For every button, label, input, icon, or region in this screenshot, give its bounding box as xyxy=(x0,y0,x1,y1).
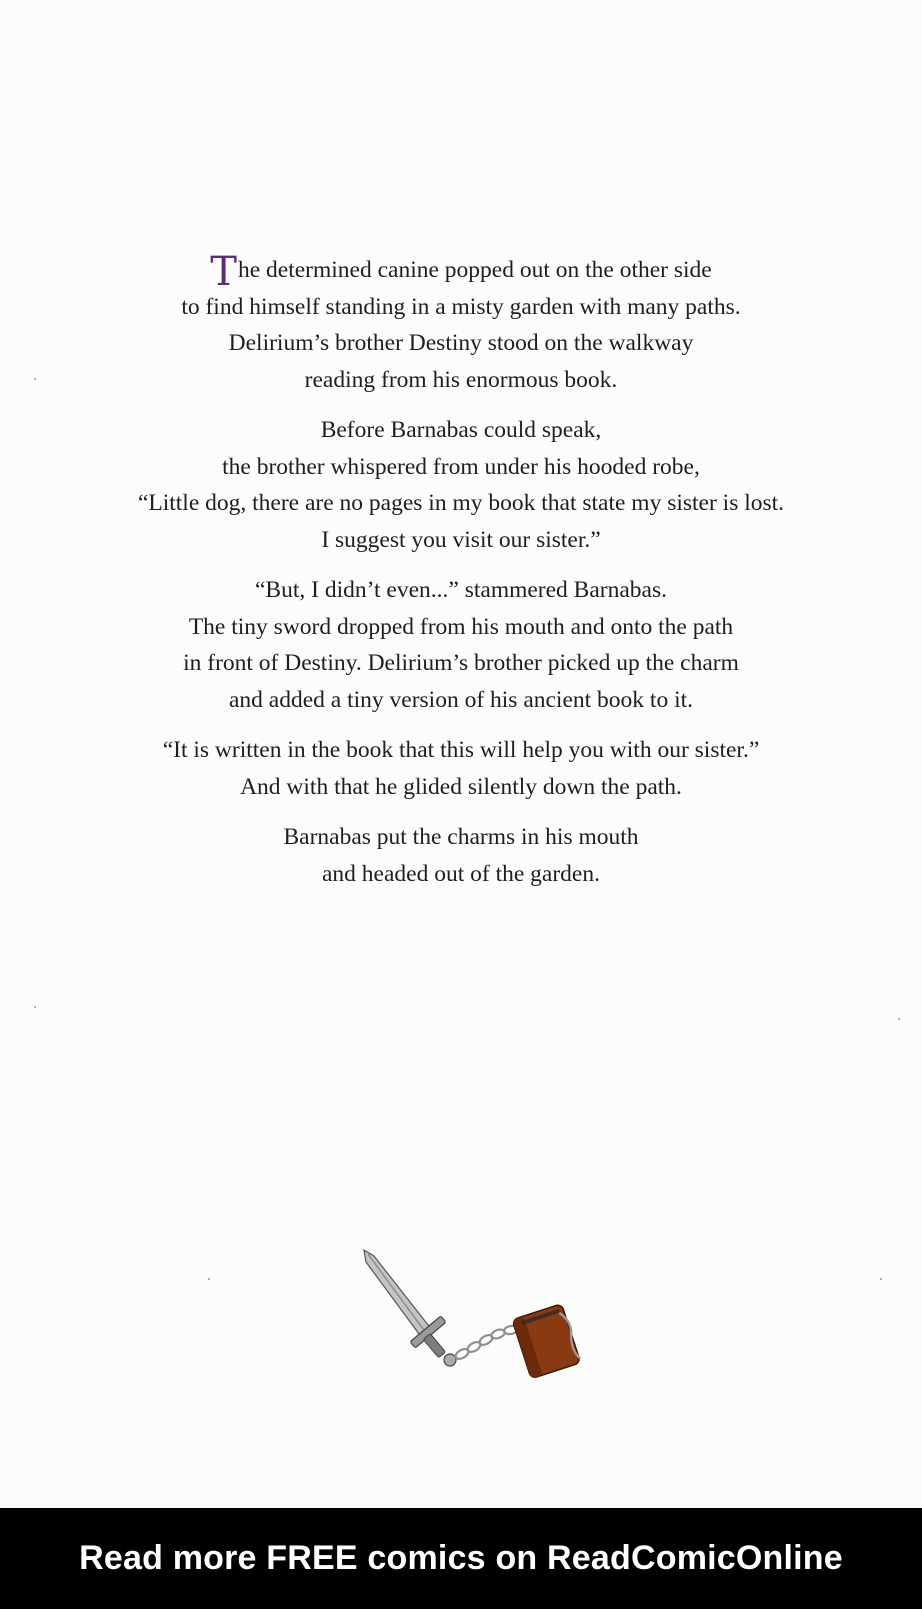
paper-speck xyxy=(880,1278,882,1280)
sword-and-book-charm-icon xyxy=(362,1248,612,1398)
paragraph-2 xyxy=(40,412,882,558)
paragraph-1 xyxy=(40,249,882,398)
promo-banner[interactable] xyxy=(0,1508,922,1609)
story-line: and added a tiny version of his ancient book to it. xyxy=(228,686,694,713)
story-line: “But, I didn’t even...” stammered Barnabas. xyxy=(255,577,667,603)
story-line: reading from his enormous book. xyxy=(304,366,618,393)
promo-banner-text[interactable]: Read more FREE comics on ReadComicOnline xyxy=(79,1539,843,1577)
drop-cap: T xyxy=(210,249,237,295)
story-line: And with that he glided silently down the path. xyxy=(240,773,682,800)
story-line: “It is written in the book that this will help you with our sister.” xyxy=(162,737,760,763)
story-text xyxy=(40,249,882,906)
story-line: to find himself standing in a misty garden with many paths. xyxy=(181,293,741,320)
paper-speck xyxy=(208,1278,210,1280)
story-line: The determined canine popped out on the other side xyxy=(210,249,712,295)
paper-speck xyxy=(34,1006,36,1008)
story-line: Barnabas put the charms in his mouth xyxy=(283,824,639,850)
story-line: Before Barnabas could speak, xyxy=(320,417,602,443)
paragraph-3 xyxy=(40,572,882,718)
charm-chain xyxy=(454,1325,519,1361)
story-line: in front of Destiny. Delirium’s brother picked up the charm xyxy=(183,650,739,676)
paragraph-5 xyxy=(40,819,882,892)
story-line: Delirium’s brother Destiny stood on the walkway xyxy=(228,330,694,356)
story-line: the brother whispered from under his hooded robe, xyxy=(222,453,700,480)
paragraph-4 xyxy=(40,732,882,805)
story-line: and headed out of the garden. xyxy=(322,860,600,887)
story-line: The tiny sword dropped from his mouth and onto the path xyxy=(188,613,734,640)
paper-speck xyxy=(898,1018,900,1020)
paper-speck xyxy=(34,378,36,380)
sword-grip xyxy=(423,1334,445,1358)
tiny-book xyxy=(512,1303,582,1378)
story-line: I suggest you visit our sister.” xyxy=(321,526,601,553)
story-line: “Little dog, there are no pages in my book that state my sister is lost. xyxy=(137,490,785,516)
